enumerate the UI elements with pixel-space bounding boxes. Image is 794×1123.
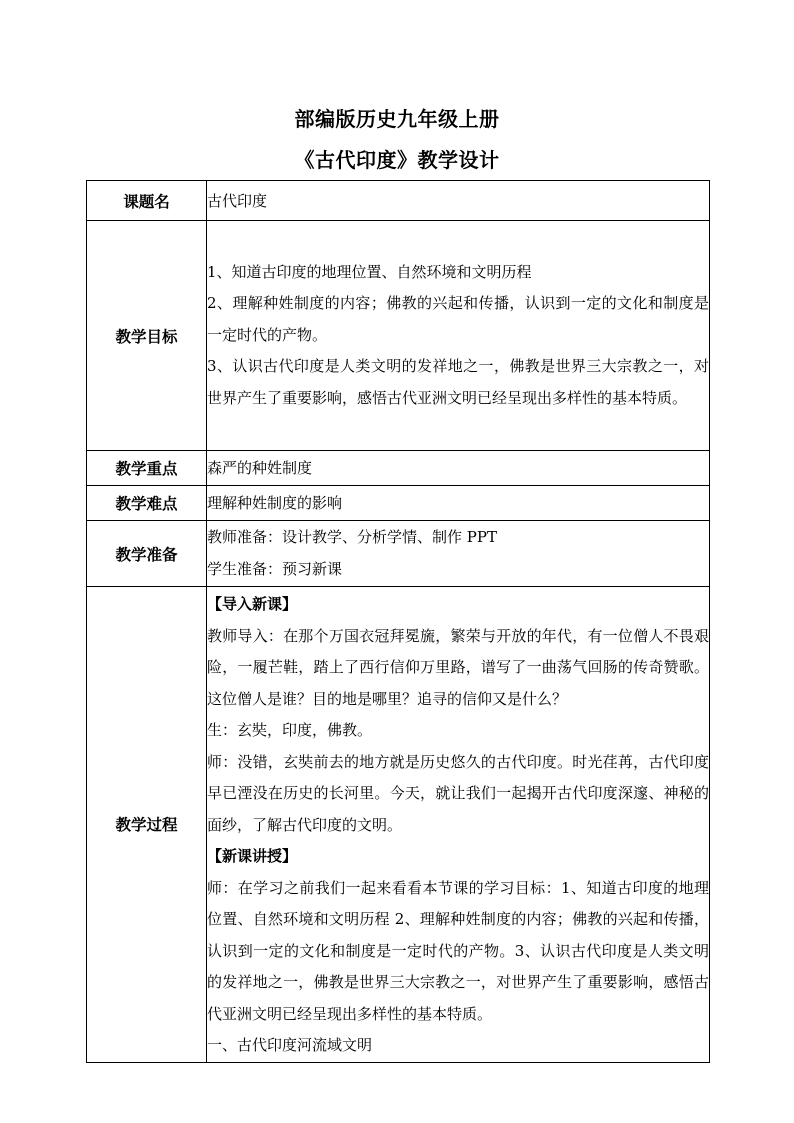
difficulties-value: 理解种姓制度的影响 [207,486,710,521]
difficulties-row [87,486,710,521]
process-row [87,587,710,1063]
process-label: 教学过程 [87,587,207,1063]
key-points-row [87,451,710,486]
goals-label: 教学目标 [87,221,207,451]
document-subtitle: 《古代印度》教学设计 [294,148,500,172]
process-paragraph: 教师导入：在那个万国衣冠拜冕旒，繁荣与开放的年代，有一位僧人不畏艰险，一履芒鞋，踏上了西行信仰万里路，谱写了一曲荡气回肠的传奇赞歌。这位僧人是谁？目的地是哪里？追寻的信仰又是什么？ [207,626,709,708]
document-title: 部编版历史九年级上册 [294,107,500,131]
goal-item: 3、认识古代印度是人类文明的发祥地之一，佛教是世界三大宗教之一，对世界产生了重要影响，感悟古代亚洲文明已经呈现出多样性的基本特质。 [207,357,709,407]
goals-row [87,221,710,451]
process-paragraph: 一、古代印度河流域文明 [207,1036,373,1054]
process-paragraph: 师：没错，玄奘前去的地方就是历史悠久的古代印度。时光荏苒，古代印度早已湮没在历史的长河里。今天，就让我们一起揭开古代印度深邃、神秘的面纱，了解古代印度的文明。 [207,752,709,834]
preparation-item: 学生准备：预习新课 [207,559,343,578]
preparation-content [207,521,710,587]
lesson-plan-table [86,180,710,1063]
topic-value: 古代印度 [207,181,710,221]
difficulties-label: 教学难点 [87,486,207,521]
preparation-item: 教师准备：设计教学、分析学情、制作 PPT [207,528,497,546]
goal-item: 2、理解种姓制度的内容；佛教的兴起和传播，认识到一定的文化和制度是一定时代的产物。 [207,294,709,344]
topic-row [87,181,710,221]
section-heading-new-lesson: 【新课讲授】 [207,847,298,865]
process-paragraph: 师：在学习之前我们一起来看看本节课的学习目标：1、知道古印度的地理位置、自然环境和文明历程 2、理解种姓制度的内容；佛教的兴起和传播，认识到一定的文化和制度是一定时代的产物。3、认识古代印度是人类文明的发祥地之一，佛教是世界三大宗教之一，对世界产生了重要影响，感悟古代亚洲文明已经呈现出多样性的基本特质。 [207,878,709,1023]
key-points-value: 森严的种姓制度 [207,451,710,486]
preparation-row [87,521,710,587]
topic-label: 课题名 [87,181,207,221]
process-content [207,587,710,1063]
section-heading-intro: 【导入新课】 [207,595,298,613]
goals-content [207,221,710,451]
goal-item: 1、知道古印度的地理位置、自然环境和文明历程 [207,262,532,281]
key-points-label: 教学重点 [87,451,207,486]
process-paragraph: 生：玄奘，印度，佛教。 [207,721,373,739]
preparation-label: 教学准备 [87,521,207,587]
